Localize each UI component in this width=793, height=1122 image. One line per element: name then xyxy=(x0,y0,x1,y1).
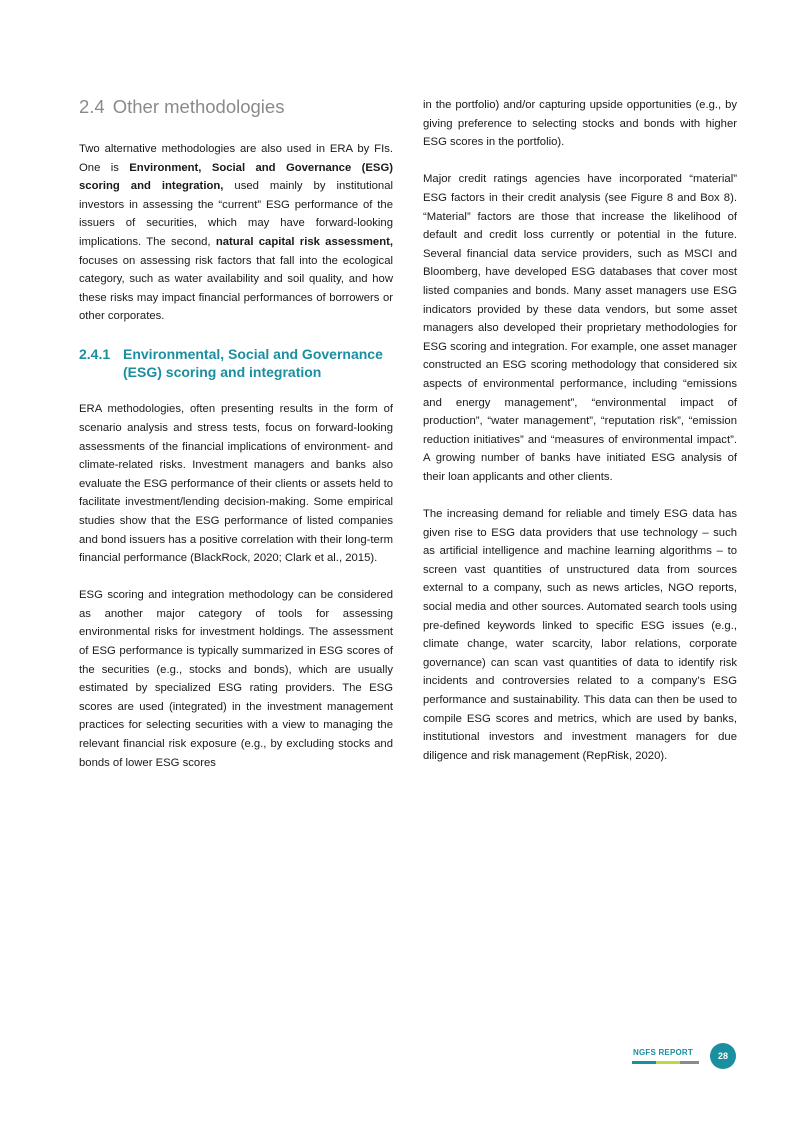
left-column xyxy=(79,96,393,791)
intro-text-3: focuses on assessing risk factors that fall into the ecological category, such as water availability and soil quality, and how these risks may impact financial performances of borrowers or other corporates. xyxy=(79,254,393,323)
right-column xyxy=(423,96,737,784)
paragraph: in the portfolio) and/or capturing upside opportunities (e.g., by giving preference to selecting stocks and bonds with higher ESG scores in the portfolio). xyxy=(423,99,737,149)
paragraph: Major credit ratings agencies have incorporated “material” ESG factors in their credit analysis (see Figure 8 and Box 8). “Material” factors are those that increase the likelihood of default and credit loss currently or potential in the future. Several financial data service providers, such as MSCI and Bloomberg, have developed ESG databases that cover most listed companies and bonds. Many asset managers use ESG indicators provided by these data vendors, but some asset managers also developed their proprietary methodologies for ESG scoring and integration. For example, one asset manager constructed an ESG scoring methodology that considered six aspects of environmental performance, including “emissions and energy management”, “environmental impact of production”, “water management”, “reputation risk”, “emission reduction initiatives” and “measures of environmental impact”. A growing number of banks have initiated ESG analysis of their loan applicants and other clients. xyxy=(423,173,737,483)
subsection-title xyxy=(79,345,393,382)
section-title xyxy=(79,96,393,118)
paragraph: ERA methodologies, often presenting results in the form of scenario analysis and stress tests, focus on forward-looking assessments of the financial implications of environment- and climate-related risks. Investment managers and banks also evaluate the ESG performance of their clients or assets held to facilitate investment/lending decision-making. Some empirical studies show that the ESG performance of listed companies and bond issuers has a positive correlation with their long-term financial performance (BlackRock, 2020; Clark et al., 2015). xyxy=(79,403,393,565)
footer-bar-teal xyxy=(632,1061,656,1064)
footer-bar-lime xyxy=(656,1061,680,1064)
page-number: 28 xyxy=(710,1043,736,1069)
subsection-title-text: Environmental, Social and Governance (ESG) scoring and integration xyxy=(123,345,383,380)
section-title-text: Other methodologies xyxy=(112,96,285,117)
paragraph: The increasing demand for reliable and timely ESG data has given rise to ESG data providers that use technology – such as artificial intelligence and machine learning algorithms – to screen vast quantities of unstructured data from sources external to a company, such as news articles, NGO reports, social media and other sources. Automated search tools using pre-defined keywords linked to specific ESG issues (e.g., climate change, water scarcity, labor relations, corporate governance) can scan vast quantities of data to identify risk incidents and controversies related to a company’s ESG performance and sustainability. This data can then be used to compile ESG scores and metrics, which are used by banks, institutional investors and investment managers for due diligence and risk management (RepRisk, 2020). xyxy=(423,508,737,762)
intro-bold-esg: Environment, Social and Governance (ESG) scoring and integration, xyxy=(79,161,393,193)
page-footer xyxy=(630,1043,740,1073)
paragraph: ESG scoring and integration methodology can be considered as another major category of tools for assessing environmental risks for investment holdings. The assessment of ESG performance is typically summarized in ESG scores of the securities (e.g., stocks and bonds), which are usually estimated by specialized ESG rating providers. The ESG scores are used (integrated) in the investment management practices for selecting securities with a view to managing the relevant financial risk exposure (e.g., by excluding stocks and bonds of lower ESG scores xyxy=(79,589,393,769)
subsection-number: 2.4.1 xyxy=(79,345,111,362)
intro-bold-natural-capital: natural capital risk assessment, xyxy=(215,235,394,248)
intro-text-1: Two alternative methodologies are also used in ERA by FIs. One is xyxy=(79,143,393,174)
intro-paragraph xyxy=(79,140,393,326)
section-number: 2.4 xyxy=(79,96,105,117)
report-label: NGFS REPORT xyxy=(633,1048,693,1057)
footer-bar-gray xyxy=(680,1061,699,1064)
intro-text-2: used mainly by institutional investors in assessing the “current” ESG performance of the issuers of securities, which may have forward-looking implications. The second, xyxy=(79,180,393,248)
